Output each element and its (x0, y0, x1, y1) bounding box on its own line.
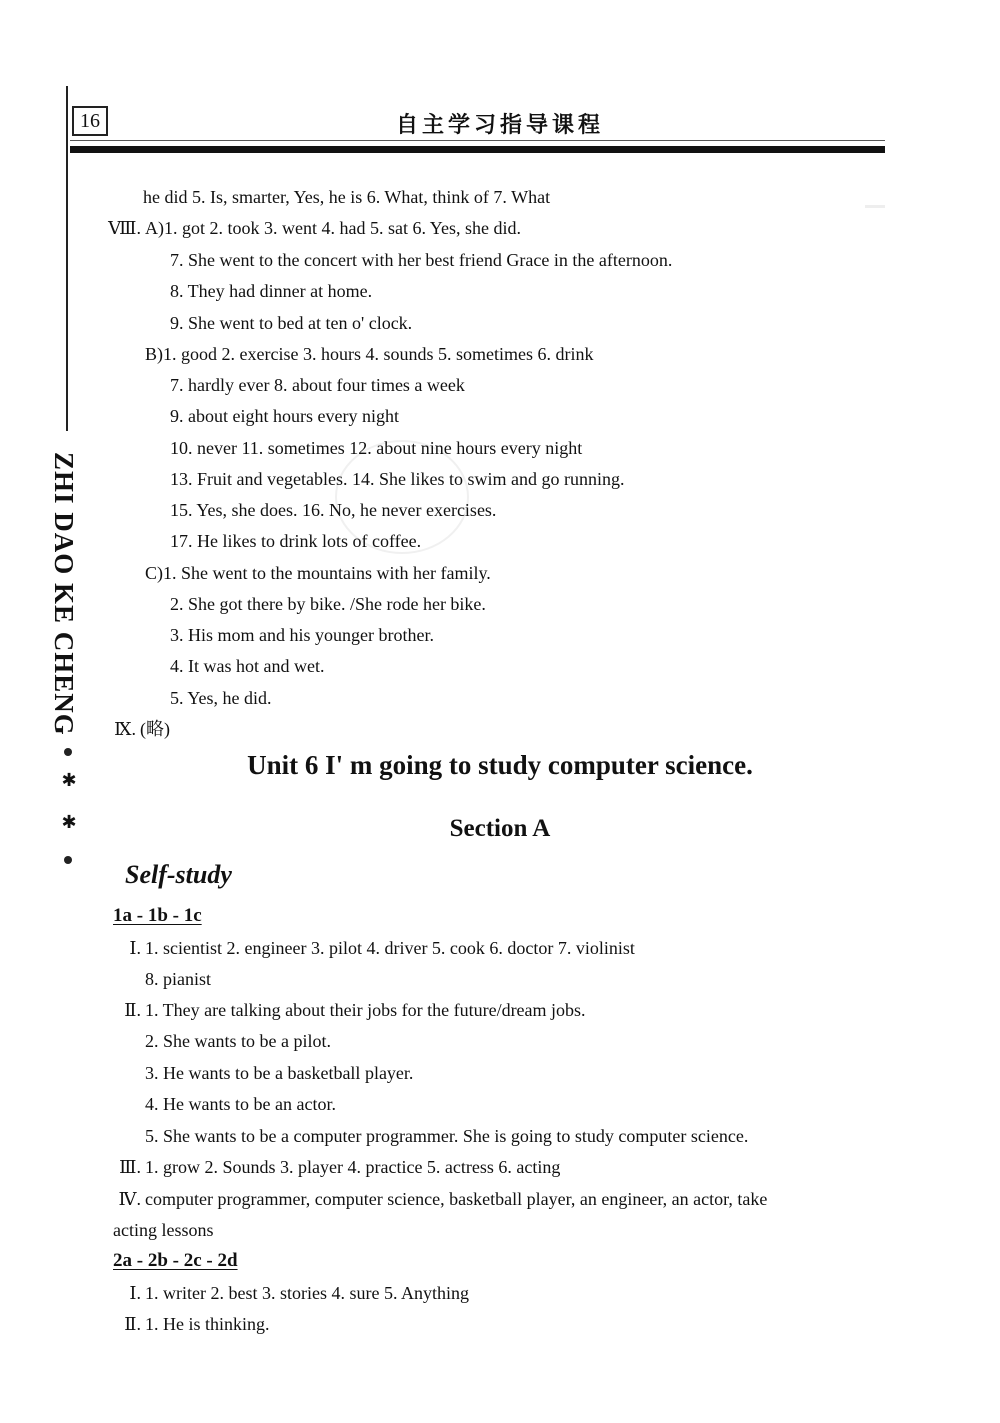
answer-line: 3. His mom and his younger brother. (170, 625, 434, 645)
answer-line: Ⅸ. (略) (114, 719, 170, 739)
answer-line: 15. Yes, she does. 16. No, he never exercises. (170, 500, 497, 520)
answer-line: Ⅱ. 1. He is thinking. (124, 1314, 270, 1334)
section-marker: Ⅷ. (108, 218, 141, 238)
answer-line: C)1. She went to the mountains with her family. (145, 563, 491, 583)
side-vertical-text: ZHI DAO KE CHENG (49, 452, 79, 736)
answer-line: 5. She wants to be a computer programmer. She is going to study computer science. (145, 1126, 749, 1146)
answer-line: 8. pianist (145, 969, 211, 989)
side-ornament-icon: ✱ (61, 812, 77, 833)
side-dot-icon (64, 856, 72, 864)
header-rule (70, 146, 885, 153)
answer-line: Ⅰ. 1. scientist 2. engineer 3. pilot 4. driver 5. cook 6. doctor 7. violinist (129, 938, 635, 958)
answer-line: 9. She went to bed at ten o' clock. (170, 313, 413, 333)
side-vertical-rule (66, 86, 68, 431)
answer-line: 8. They had dinner at home. (170, 281, 373, 301)
answer-line: 9. about eight hours every night (170, 406, 399, 426)
running-header-title: 自主学习指导课程 (395, 113, 604, 138)
answer-line: Ⅳ. computer programmer, computer science, basketball player, an engineer, an actor, take (118, 1189, 768, 1209)
subsection-heading: 1a - 1b - 1c (113, 905, 202, 926)
self-study-heading: Self-study (125, 860, 232, 889)
answer-line: 3. He wants to be a basketball player. (145, 1063, 414, 1083)
section-marker: Ⅱ. (124, 1000, 141, 1020)
answer-line: acting lessons (113, 1220, 214, 1240)
page-number: 16 (72, 106, 108, 136)
answer-line: 17. He likes to drink lots of coffee. (170, 531, 422, 551)
bleed-through (865, 205, 885, 208)
answer-line: 5. Yes, he did. (170, 688, 272, 708)
unit-title: Unit 6 I' m going to study computer science. (247, 750, 753, 780)
answer-line: 7. She went to the concert with her best friend Grace in the afternoon. (170, 250, 673, 270)
answer-line: Ⅰ. 1. writer 2. best 3. stories 4. sure 5. Anything (129, 1283, 469, 1303)
answer-line: Ⅱ. 1. They are talking about their jobs for the future/dream jobs. (124, 1000, 586, 1020)
section-marker: Ⅰ. (129, 1283, 141, 1303)
section-marker: Ⅸ. (114, 719, 136, 739)
header-thin-rule (70, 140, 885, 141)
answer-line: Ⅷ. A)1. got 2. took 3. went 4. had 5. sat 6. Yes, she did. (108, 218, 521, 238)
answer-line: B)1. good 2. exercise 3. hours 4. sounds 5. sometimes 6. drink (145, 344, 594, 364)
section-marker: Ⅱ. (124, 1314, 141, 1334)
section-marker: Ⅰ. (129, 938, 141, 958)
answer-line: 2. She got there by bike. /She rode her bike. (170, 594, 486, 614)
answer-line: 2. She wants to be a pilot. (145, 1031, 331, 1051)
answer-line: 7. hardly ever 8. about four times a week (170, 375, 465, 395)
answer-line: Ⅲ. 1. grow 2. Sounds 3. player 4. practice 5. actress 6. acting (119, 1157, 561, 1177)
answer-line: 13. Fruit and vegetables. 14. She likes to swim and go running. (170, 469, 625, 489)
section-title: Section A (449, 815, 551, 842)
subsection-heading: 2a - 2b - 2c - 2d (113, 1250, 238, 1271)
section-marker: Ⅳ. (118, 1189, 141, 1209)
answer-line: 10. never 11. sometimes 12. about nine hours every night (170, 438, 583, 458)
answer-line: 4. It was hot and wet. (170, 656, 325, 676)
side-ornament-icon: ✱ (61, 770, 77, 791)
answer-line: 4. He wants to be an actor. (145, 1094, 336, 1114)
section-marker: Ⅲ. (119, 1157, 141, 1177)
answer-line: he did 5. Is, smarter, Yes, he is 6. What, think of 7. What (143, 187, 551, 207)
